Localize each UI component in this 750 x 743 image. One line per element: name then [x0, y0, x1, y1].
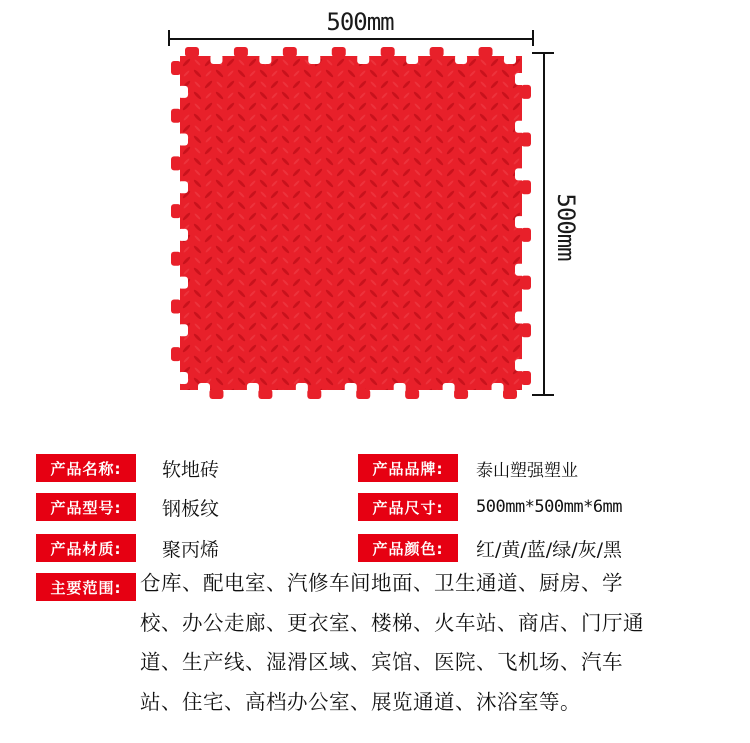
- scope-line: 仓库、配电室、汽修车间地面、卫生通道、厨房、学: [140, 571, 623, 595]
- product-model-tag: 产品型号:: [36, 493, 136, 521]
- floor-tile-image: [170, 46, 532, 400]
- product-color-row: [358, 533, 622, 563]
- application-scope-text: [140, 565, 745, 723]
- product-material-value: 聚丙烯: [162, 538, 220, 561]
- width-dimension-line: [168, 38, 534, 40]
- product-color-tag: 产品颜色:: [358, 534, 458, 562]
- product-size-row: [358, 492, 622, 522]
- product-color-value: 红/黄/蓝/绿/灰/黑: [476, 538, 623, 561]
- application-scope-row: [36, 572, 136, 602]
- product-material-row: [36, 533, 219, 563]
- product-brand-row: [358, 453, 578, 483]
- scope-line: 校、办公走廊、更衣室、楼梯、火车站、商店、门厅通: [140, 610, 644, 635]
- product-size-value: 500mm*500mm*6mm: [476, 497, 623, 517]
- scope-line: 站、住宅、高档办公室、展览通道、沐浴室等。: [140, 689, 581, 714]
- product-name-tag: 产品名称:: [36, 454, 136, 482]
- width-dimension-label: 500mm: [326, 8, 394, 36]
- height-dimension-label: 500mm: [552, 193, 580, 261]
- product-model-row: [36, 492, 219, 522]
- product-model-value: 钢板纹: [162, 497, 220, 520]
- product-name-row: [36, 453, 219, 483]
- product-size-tag: 产品尺寸:: [358, 493, 458, 521]
- application-scope-tag: 主要范围:: [36, 573, 136, 601]
- width-dimension-tick-right: [532, 30, 534, 46]
- height-dimension-tick-bottom: [532, 394, 554, 396]
- product-brand-tag: 产品品牌:: [358, 454, 458, 482]
- height-dimension-line: [543, 52, 545, 396]
- product-name-value: 软地砖: [162, 458, 220, 481]
- product-material-tag: 产品材质:: [36, 534, 136, 562]
- scope-line: 道、生产线、湿滑区域、宾馆、医院、飞机场、汽车: [140, 650, 623, 674]
- product-brand-value: 泰山塑强塑业: [476, 460, 578, 481]
